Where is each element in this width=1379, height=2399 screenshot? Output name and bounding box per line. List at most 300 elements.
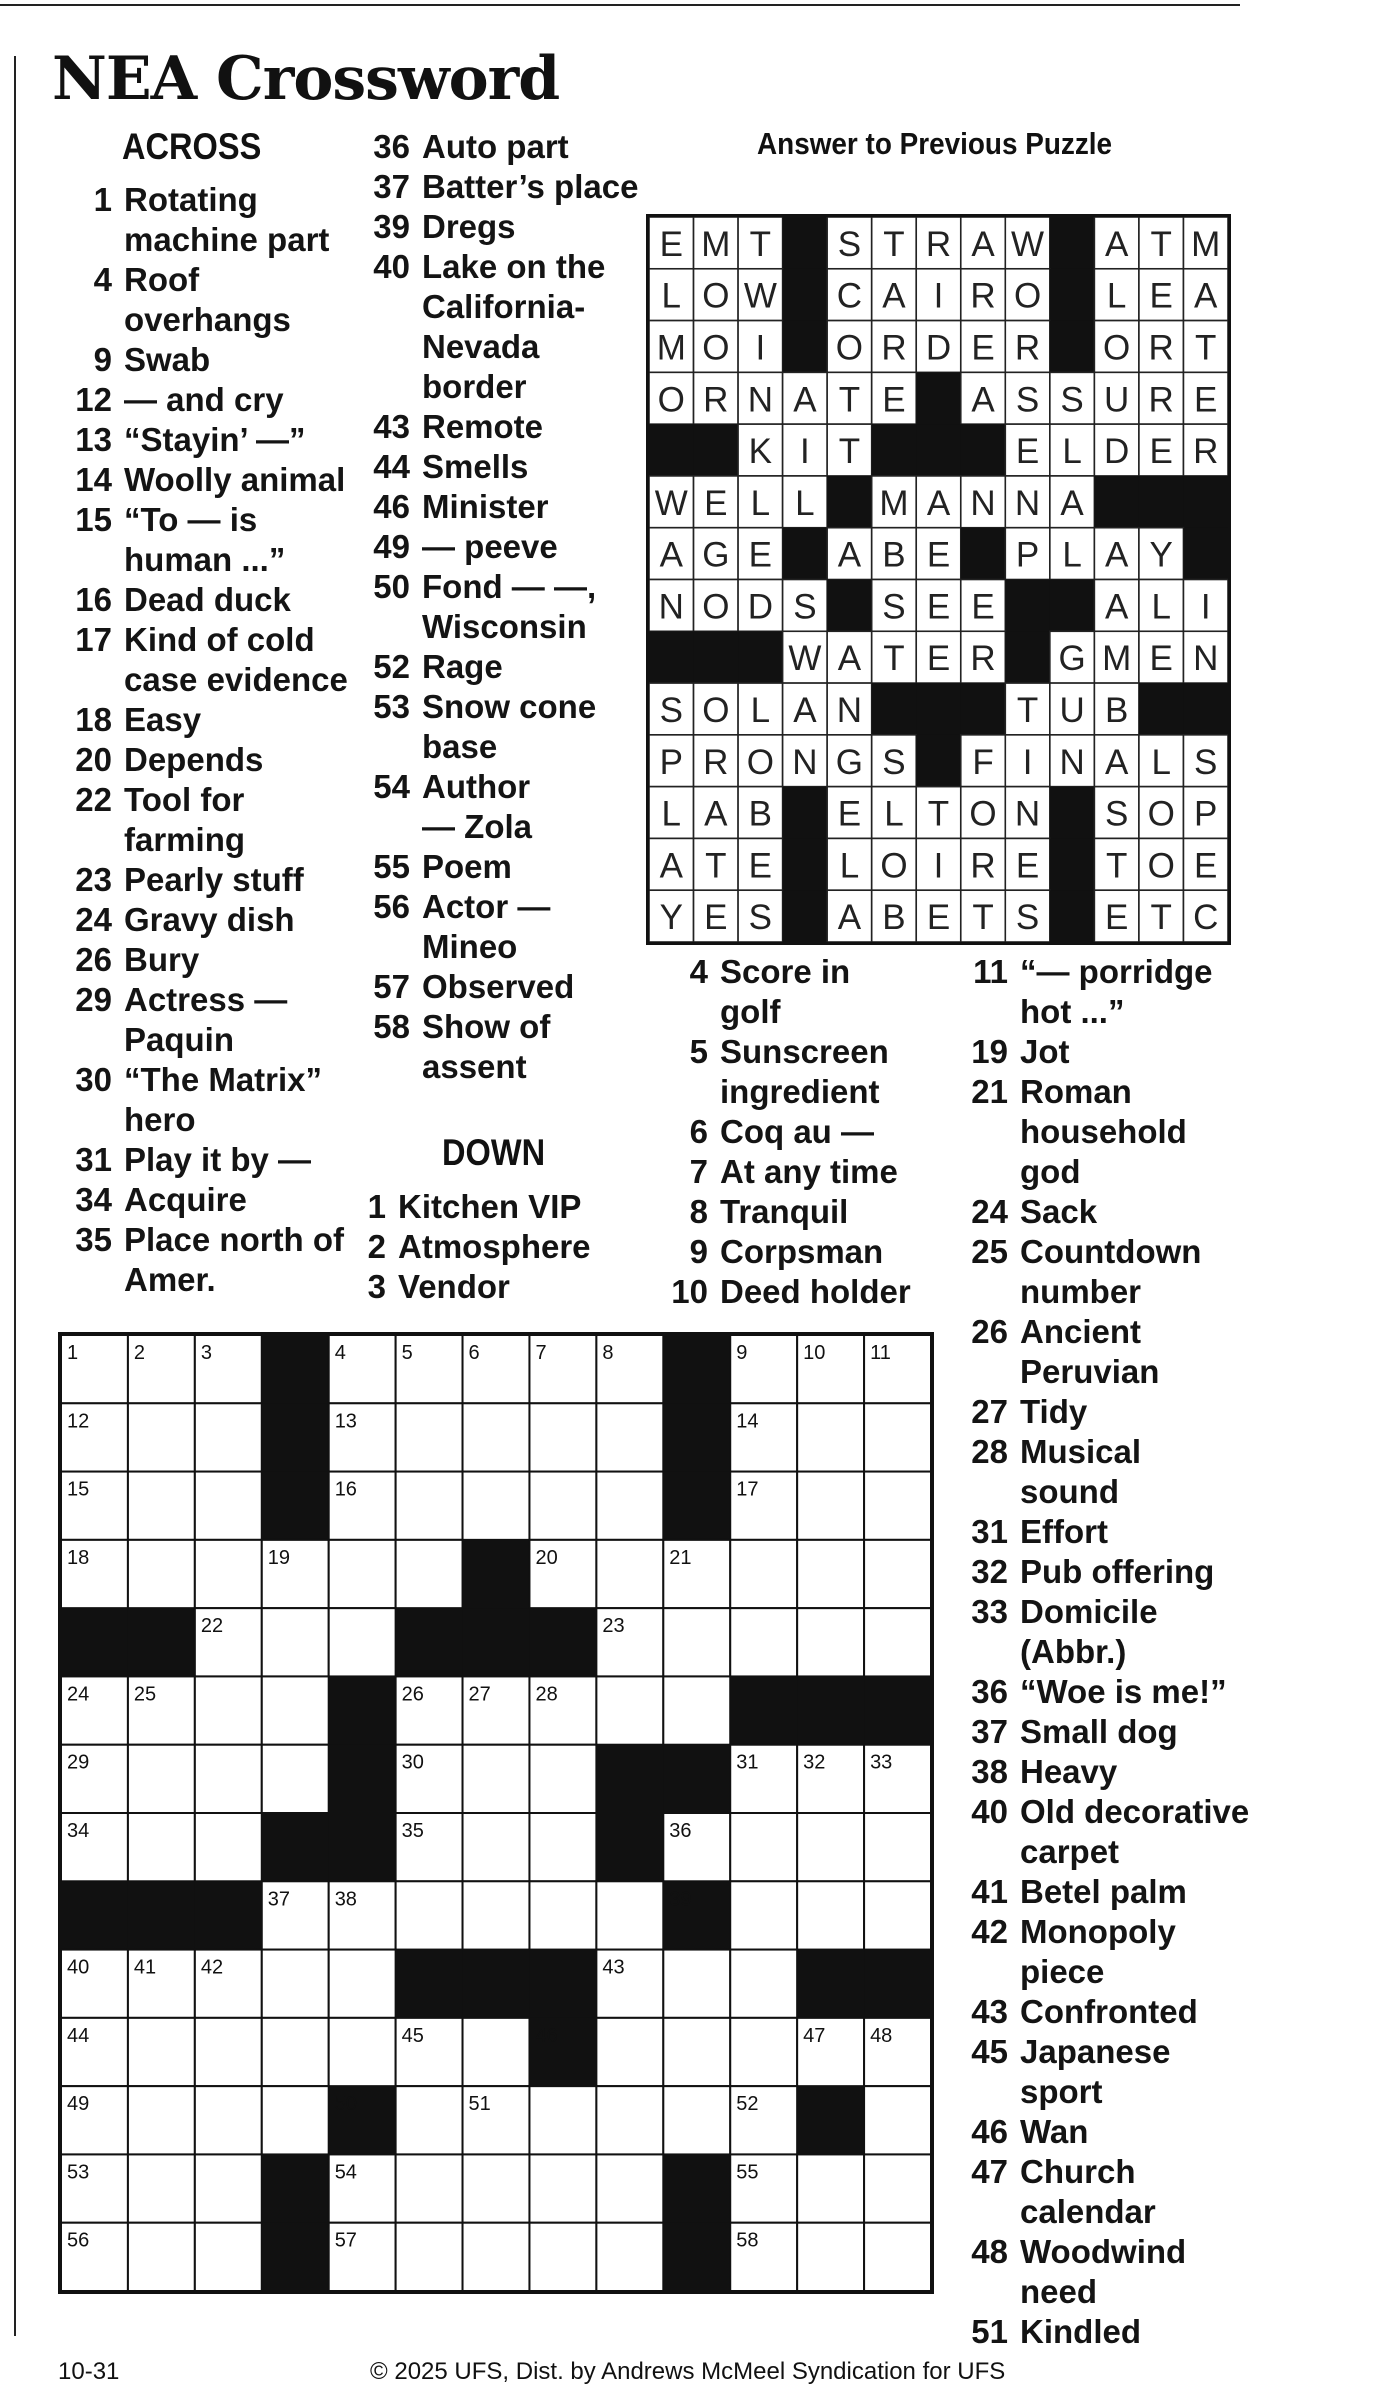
grid-cell[interactable] (128, 1472, 195, 1540)
grid-cell[interactable] (596, 2223, 663, 2291)
grid-cell[interactable] (596, 1881, 663, 1949)
clue-item (652, 952, 982, 1032)
answer-letter: E (882, 380, 906, 420)
grid-cell[interactable] (596, 1403, 663, 1471)
grid-number: 5 (401, 1342, 413, 1364)
clue-number: 6 (689, 1113, 708, 1150)
answer-letter: E (704, 898, 728, 938)
clue-number: 55 (373, 848, 410, 885)
grid-block-cell (596, 1813, 663, 1882)
grid-cell[interactable] (195, 1403, 262, 1471)
clue-text: Heavy (1020, 1753, 1118, 1790)
grid-block-cell (262, 2223, 329, 2291)
clue-text: Vendor (398, 1268, 510, 1305)
previous-answer-grid (646, 214, 1231, 945)
clue-item (652, 1032, 982, 1112)
answer-letter: E (748, 846, 773, 886)
answer-letter: O (1147, 794, 1175, 834)
answer-letter: A (1104, 587, 1129, 627)
grid-cell[interactable] (663, 2018, 730, 2086)
clue-text: Actress — Paquin (124, 981, 288, 1058)
grid-cell[interactable] (195, 2154, 262, 2222)
clue-text: Dead duck (124, 581, 291, 618)
grid-number: 51 (468, 2093, 491, 2116)
grid-number: 50 (334, 2093, 357, 2116)
answer-letter: A (1104, 224, 1129, 264)
grid-cell[interactable] (195, 2223, 262, 2291)
answer-letter: E (704, 483, 728, 523)
clue-number: 21 (971, 1073, 1008, 1110)
answer-letter: I (1200, 587, 1211, 627)
clue-item (354, 407, 684, 447)
grid-cell[interactable] (797, 2223, 864, 2291)
clue-item (952, 1792, 1282, 1872)
answer-block-cell (783, 787, 828, 839)
grid-number: 25 (133, 1683, 157, 1706)
answer-block-cell (649, 631, 694, 683)
down-clues-column-3 (952, 952, 1282, 2352)
answer-letter: T (1150, 224, 1172, 264)
grid-cell[interactable] (797, 1813, 864, 1881)
grid-cell[interactable] (730, 1881, 797, 1949)
grid-block-cell (262, 1813, 329, 1882)
grid-number: 15 (67, 1478, 90, 1501)
clue-item (952, 2152, 1282, 2232)
grid-cell[interactable] (128, 2018, 195, 2086)
clue-number: 26 (75, 941, 112, 978)
grid-number: 46 (535, 2024, 558, 2047)
grid-block-cell (663, 1403, 730, 1472)
grid-cell[interactable] (195, 1472, 262, 1540)
grid-number: 45 (401, 2024, 424, 2047)
answer-letter: A (1104, 535, 1129, 575)
clue-number: 15 (75, 501, 112, 538)
grid-cell[interactable] (864, 2223, 931, 2291)
grid-cell[interactable] (797, 2154, 864, 2222)
grid-cell[interactable] (463, 1403, 530, 1471)
answer-letter: O (1147, 846, 1175, 886)
answer-block-cell (1050, 787, 1095, 839)
grid-cell[interactable] (463, 1472, 530, 1540)
answer-letter: N (836, 690, 863, 730)
clue-number: 38 (971, 1753, 1008, 1790)
clue-number: 49 (373, 528, 410, 565)
answer-letter: B (882, 898, 906, 938)
clue-item (354, 247, 684, 407)
clue-text: Play it by — (124, 1141, 312, 1178)
grid-cell[interactable] (396, 2086, 463, 2154)
clue-text: At any time (720, 1153, 898, 1190)
clue-text: Atmosphere (398, 1228, 591, 1265)
across-heading: ACROSS (122, 126, 262, 167)
grid-cell[interactable] (529, 1472, 596, 1540)
answer-letter: L (1151, 587, 1171, 627)
grid-cell[interactable] (195, 1676, 262, 1744)
grid-number: 9 (736, 1342, 748, 1364)
grid-cell[interactable] (529, 1881, 596, 1949)
left-rule (14, 56, 16, 2336)
down-heading: DOWN (442, 1132, 546, 1173)
grid-cell[interactable] (329, 2018, 396, 2086)
answer-letter: N (1014, 794, 1041, 834)
answer-letter: B (882, 535, 906, 575)
grid-block-cell (663, 1335, 730, 1404)
clue-item (330, 1227, 660, 1267)
crossword-grid[interactable] (58, 1332, 934, 2294)
grid-cell[interactable] (262, 1608, 329, 1676)
clue-number: 36 (373, 128, 410, 165)
grid-number: 20 (535, 1546, 558, 1569)
grid-cell[interactable] (463, 1813, 530, 1881)
clue-text: Pearly stuff (124, 861, 304, 898)
clue-text: Corpsman (720, 1233, 884, 1270)
answer-letter: G (835, 742, 864, 782)
grid-cell[interactable] (396, 1540, 463, 1608)
clue-number: 20 (75, 741, 112, 778)
clue-item (354, 647, 684, 687)
answer-letter: L (884, 794, 904, 834)
grid-cell[interactable] (463, 2223, 530, 2291)
clue-number: 3 (367, 1268, 386, 1305)
answer-letter: L (795, 483, 815, 523)
answer-block-cell (783, 269, 828, 321)
grid-cell[interactable] (596, 1472, 663, 1540)
grid-cell[interactable] (864, 1540, 931, 1608)
grid-block-cell (529, 1950, 596, 2019)
grid-cell[interactable] (463, 1881, 530, 1949)
clue-number: 32 (971, 1553, 1008, 1590)
answer-letter: S (659, 690, 683, 730)
grid-cell[interactable] (262, 1950, 329, 2018)
grid-cell[interactable] (195, 1745, 262, 1813)
clue-item (354, 887, 684, 967)
grid-block-cell (262, 1335, 329, 1404)
answer-letter: N (792, 742, 818, 782)
grid-cell[interactable] (529, 1403, 596, 1471)
grid-number: 6 (468, 1342, 480, 1364)
grid-cell[interactable] (463, 1745, 530, 1813)
clue-item (354, 527, 684, 567)
clue-number: 5 (689, 1033, 708, 1070)
grid-cell[interactable] (730, 1540, 797, 1608)
clue-item (952, 1512, 1282, 1552)
answer-letter: T (927, 794, 950, 834)
answer-letter: A (837, 898, 862, 938)
answer-block-cell (694, 631, 739, 683)
answer-letter: P (1015, 535, 1040, 575)
answer-block-cell (916, 372, 961, 424)
clue-text: Coq au — (720, 1113, 874, 1150)
clue-text: “Stayin’ —” (124, 421, 306, 458)
clue-text: Auto part (422, 128, 569, 165)
answer-block-cell (916, 683, 961, 735)
clue-text: Batter’s place (422, 168, 639, 205)
grid-number: 16 (334, 1478, 357, 1501)
grid-cell[interactable] (797, 1540, 864, 1608)
previous-answer-heading: Answer to Previous Puzzle (757, 126, 1113, 161)
grid-cell[interactable] (864, 2086, 931, 2154)
grid-number: 48 (870, 2024, 893, 2047)
answer-block-cell (783, 321, 828, 373)
grid-block-cell (797, 1950, 864, 2019)
grid-number: 39 (669, 1888, 692, 1911)
grid-cell[interactable] (730, 1608, 797, 1676)
answer-letter: A (926, 483, 951, 523)
clue-text: Fond — —, Wisconsin (422, 568, 597, 645)
answer-letter: T (838, 380, 861, 420)
grid-cell[interactable] (463, 2018, 530, 2086)
grid-number: 3 (200, 1342, 212, 1364)
grid-block-cell (730, 1676, 797, 1745)
grid-number: 40 (67, 1956, 90, 1979)
grid-cell[interactable] (128, 1813, 195, 1881)
down-clues-column-1 (330, 1187, 660, 1307)
clue-item (952, 2232, 1282, 2312)
grid-cell[interactable] (195, 1540, 262, 1608)
clue-text: Woodwind need (1020, 2233, 1187, 2310)
grid-cell[interactable] (663, 1608, 730, 1676)
grid-cell[interactable] (730, 2018, 797, 2086)
clue-number: 53 (373, 688, 410, 725)
clue-number: 45 (971, 2033, 1008, 2070)
grid-number: 21 (669, 1546, 692, 1569)
answer-letter: N (658, 587, 684, 627)
answer-letter: D (747, 587, 773, 627)
answer-letter: K (748, 432, 773, 472)
grid-number: 1 (67, 1342, 79, 1364)
grid-cell[interactable] (864, 1813, 931, 1881)
answer-block-cell (1005, 631, 1050, 683)
answer-letter: E (1015, 432, 1040, 472)
clue-number: 26 (971, 1313, 1008, 1350)
answer-block-cell (1005, 580, 1050, 632)
clue-number: 40 (971, 1793, 1008, 1830)
grid-cell[interactable] (396, 2154, 463, 2222)
grid-cell[interactable] (596, 2154, 663, 2222)
clue-item (952, 1552, 1282, 1592)
grid-cell[interactable] (396, 2223, 463, 2291)
answer-letter: M (1102, 639, 1132, 679)
grid-cell[interactable] (529, 1745, 596, 1813)
clue-text: Musical sound (1020, 1433, 1142, 1510)
grid-number: 36 (669, 1820, 692, 1842)
grid-cell[interactable] (529, 2223, 596, 2291)
grid-cell[interactable] (262, 1745, 329, 1813)
clue-item (652, 1232, 982, 1272)
answer-letter: S (1194, 742, 1218, 782)
grid-number: 41 (133, 1956, 157, 1979)
grid-block-cell (329, 1676, 396, 1745)
clue-item (952, 1072, 1282, 1192)
clue-number: 10 (671, 1273, 708, 1310)
answer-letter: T (883, 224, 905, 264)
grid-number: 7 (535, 1342, 547, 1364)
answer-letter: N (1059, 742, 1085, 782)
answer-block-cell (1094, 476, 1139, 528)
grid-cell[interactable] (529, 1813, 596, 1881)
grid-number: 13 (334, 1410, 357, 1433)
grid-cell[interactable] (262, 1676, 329, 1744)
clue-number: 27 (971, 1393, 1008, 1430)
grid-cell[interactable] (329, 1950, 396, 2018)
clue-text: Observed (422, 968, 575, 1005)
grid-cell[interactable] (529, 2154, 596, 2222)
grid-cell[interactable] (128, 1745, 195, 1813)
answer-letter: I (933, 276, 944, 316)
answer-letter: E (659, 224, 683, 264)
grid-cell[interactable] (195, 1813, 262, 1881)
answer-block-cell (1139, 683, 1184, 735)
clue-text: — and cry (124, 381, 284, 418)
grid-block-cell (463, 1608, 530, 1677)
answer-letter: I (800, 432, 810, 472)
grid-cell[interactable] (329, 1608, 396, 1676)
clue-number: 58 (373, 1008, 410, 1045)
answer-letter: E (1194, 380, 1218, 420)
clue-number: 43 (971, 1993, 1008, 2030)
clue-text: “To — is human ...” (124, 501, 286, 578)
answer-letter: O (746, 742, 774, 782)
grid-cell[interactable] (396, 1881, 463, 1949)
grid-number: 22 (200, 1615, 224, 1638)
grid-cell[interactable] (864, 1608, 931, 1676)
clue-number: 36 (971, 1673, 1008, 1710)
grid-cell[interactable] (797, 1881, 864, 1949)
grid-cell[interactable] (463, 2154, 530, 2222)
answer-letter: C (836, 276, 863, 316)
clue-number: 57 (373, 968, 410, 1005)
answer-block-cell (827, 476, 872, 528)
clue-text: Sunscreen ingredient (720, 1033, 889, 1110)
grid-cell[interactable] (128, 1403, 195, 1471)
across-clues-column-2 (354, 127, 684, 1087)
grid-number: 23 (602, 1615, 625, 1638)
answer-letter: C (1193, 898, 1219, 938)
grid-cell[interactable] (864, 1881, 931, 1949)
clue-item (952, 1672, 1282, 1712)
grid-cell[interactable] (128, 1540, 195, 1608)
answer-block-cell (1050, 580, 1095, 632)
grid-cell[interactable] (864, 2154, 931, 2222)
grid-block-cell (128, 1881, 195, 1950)
grid-number: 42 (200, 1956, 224, 1979)
answer-letter: T (1150, 898, 1172, 938)
clue-number: 16 (75, 581, 112, 618)
clue-text: Roof overhangs (124, 261, 291, 338)
clue-item (56, 940, 386, 980)
grid-cell[interactable] (195, 2018, 262, 2086)
clue-text: Snow cone base (422, 688, 597, 765)
clue-number: 37 (373, 168, 410, 205)
answer-block-cell (961, 683, 1006, 735)
grid-cell[interactable] (596, 2086, 663, 2154)
answer-block-cell (1050, 890, 1095, 942)
answer-letter: I (933, 846, 944, 886)
grid-number: 24 (67, 1683, 90, 1706)
grid-cell[interactable] (396, 1472, 463, 1540)
grid-cell[interactable] (128, 2086, 195, 2154)
crossword-grid-svg (61, 1335, 931, 2291)
answer-letter: R (1148, 380, 1174, 420)
grid-cell[interactable] (797, 1472, 864, 1540)
answer-letter: A (837, 639, 862, 679)
grid-number: 38 (334, 1888, 357, 1911)
clue-item (56, 420, 386, 460)
clue-text: Minister (422, 488, 549, 525)
clue-text: Japanese sport (1020, 2033, 1171, 2110)
clue-item (354, 847, 684, 887)
clue-text: Tool for farming (124, 781, 246, 858)
grid-cell[interactable] (663, 1950, 730, 2018)
clue-item (56, 460, 386, 500)
clue-number: 4 (689, 953, 708, 990)
answer-letter: R (970, 846, 996, 886)
clue-number: 37 (971, 1713, 1008, 1750)
clue-number: 23 (75, 861, 112, 898)
answer-block-cell (916, 735, 961, 787)
clue-item (56, 740, 386, 780)
grid-cell[interactable] (797, 1608, 864, 1676)
grid-cell[interactable] (329, 1540, 396, 1608)
grid-number: 49 (67, 2093, 90, 2116)
clue-text: Poem (422, 848, 512, 885)
grid-cell[interactable] (262, 2086, 329, 2154)
grid-cell[interactable] (797, 1403, 864, 1471)
grid-number: 18 (67, 1546, 90, 1569)
clue-item (330, 1267, 660, 1307)
grid-number: 57 (334, 2229, 357, 2252)
grid-cell[interactable] (864, 1403, 931, 1471)
grid-cell[interactable] (596, 1676, 663, 1744)
grid-cell[interactable] (730, 1813, 797, 1881)
grid-number: 30 (401, 1751, 424, 1774)
answer-letter: R (1014, 328, 1041, 368)
answer-letter: E (1104, 898, 1129, 938)
grid-cell[interactable] (663, 1676, 730, 1744)
answer-letter: A (1060, 483, 1084, 523)
grid-cell[interactable] (663, 2086, 730, 2154)
answer-letter: R (970, 639, 996, 679)
answer-letter: E (971, 328, 995, 368)
clue-text: Rage (422, 648, 503, 685)
answer-letter: E (1194, 846, 1218, 886)
grid-cell[interactable] (730, 1950, 797, 2018)
clue-text: Score in golf (720, 953, 851, 1030)
grid-block-cell (797, 2086, 864, 2155)
clue-number: 31 (75, 1141, 112, 1178)
clue-number: 30 (75, 1061, 112, 1098)
down-clues-column-2 (652, 952, 982, 1312)
copyright-notice: © 2025 UFS, Dist. by Andrews McMeel Syndication for UFS (370, 2358, 1006, 2385)
answer-letter: L (750, 690, 771, 730)
grid-cell[interactable] (596, 1540, 663, 1608)
grid-cell[interactable] (396, 1403, 463, 1471)
answer-letter: N (1193, 639, 1219, 679)
answer-letter: S (1104, 794, 1129, 834)
grid-cell[interactable] (128, 2223, 195, 2291)
grid-cell[interactable] (596, 2018, 663, 2086)
answer-letter: L (1062, 432, 1082, 472)
answer-letter: U (1059, 690, 1085, 730)
grid-cell[interactable] (262, 2018, 329, 2086)
answer-letter: G (702, 535, 730, 575)
grid-cell[interactable] (864, 1472, 931, 1540)
grid-cell[interactable] (529, 2086, 596, 2154)
answer-block-cell (1050, 321, 1095, 373)
grid-block-cell (396, 1608, 463, 1677)
grid-cell[interactable] (195, 2086, 262, 2154)
grid-cell[interactable] (128, 2154, 195, 2222)
